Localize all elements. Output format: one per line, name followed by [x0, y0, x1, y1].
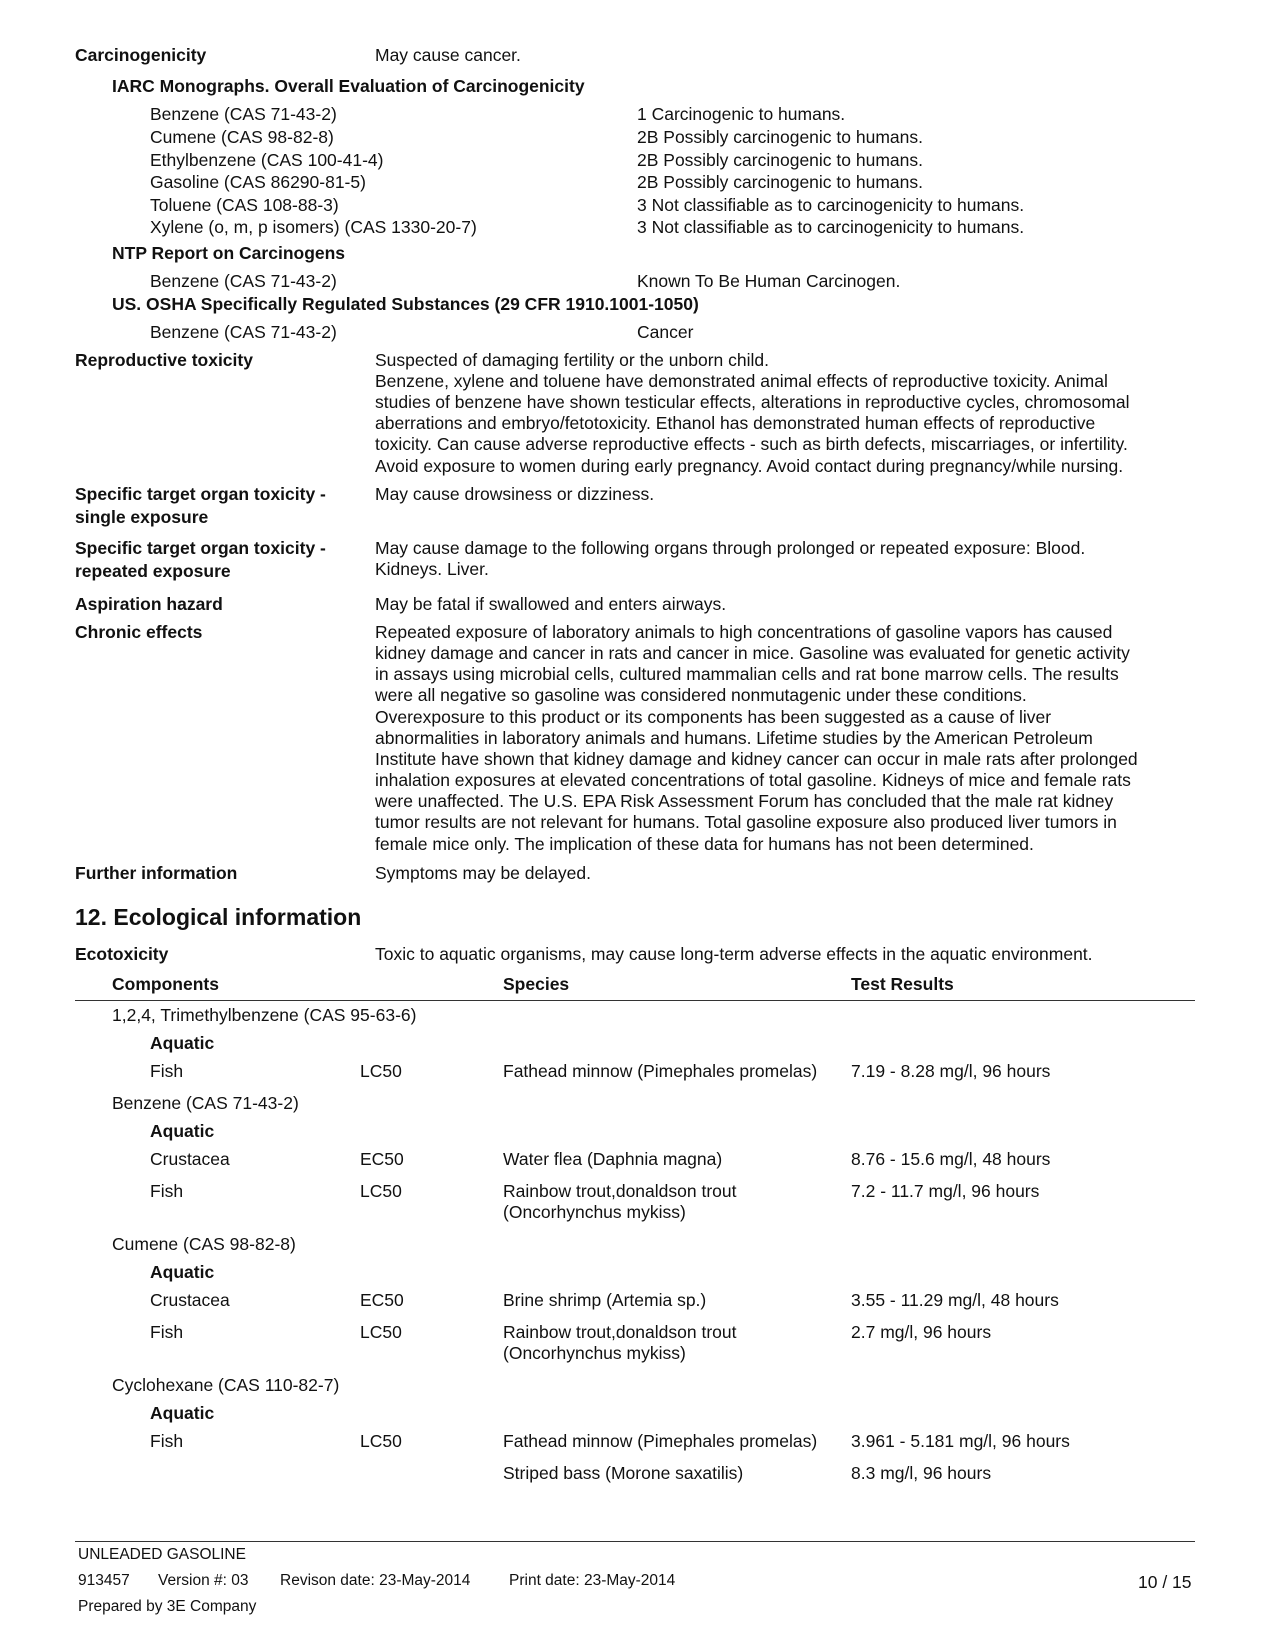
footer-version: Version #: 03	[158, 1572, 249, 1589]
col-header-results: Test Results	[851, 974, 954, 994]
table-cell-species: Water flea (Daphnia magna)	[503, 1149, 723, 1169]
table-cell-result: 7.19 - 8.28 mg/l, 96 hours	[851, 1061, 1051, 1081]
carcinogenicity-label: Carcinogenicity	[75, 45, 207, 65]
component-category: Aquatic	[150, 1403, 215, 1423]
stot-repeated-value-2: Kidneys. Liver.	[375, 559, 489, 579]
stot-repeated-value: May cause damage to the following organs through prolonged or repeated exposure: Blood.	[375, 538, 1086, 558]
component-category: Aquatic	[150, 1121, 215, 1141]
iarc-row-value: 2B Possibly carcinogenic to humans.	[637, 172, 923, 192]
stot-repeated-label: Specific target organ toxicity -	[75, 538, 326, 558]
table-cell-result: 7.2 - 11.7 mg/l, 96 hours	[851, 1181, 1040, 1201]
table-cell-result: 3.961 - 5.181 mg/l, 96 hours	[851, 1431, 1070, 1451]
table-cell-group: Fish	[150, 1181, 184, 1201]
table-cell-species-2: (Oncorhynchus mykiss)	[503, 1343, 686, 1363]
component-category: Aquatic	[150, 1033, 215, 1053]
osha-row-value: Cancer	[637, 322, 694, 342]
table-cell-test: EC50	[360, 1149, 404, 1169]
table-cell-group: Fish	[150, 1431, 184, 1451]
footer-doc-id: 913457	[78, 1572, 130, 1589]
iarc-row-name: Toluene (CAS 108-88-3)	[150, 195, 339, 215]
chronic-line: were all negative so gasoline was considered nonmutagenic under these conditions.	[375, 685, 1027, 705]
iarc-row-value: 3 Not classifiable as to carcinogenicity to humans.	[637, 217, 1025, 237]
table-cell-species-2: (Oncorhynchus mykiss)	[503, 1202, 686, 1222]
table-cell-group: Crustacea	[150, 1290, 230, 1310]
footer-product-name: UNLEADED GASOLINE	[78, 1546, 246, 1563]
component-category: Aquatic	[150, 1262, 215, 1282]
table-cell-species: Rainbow trout,donaldson trout	[503, 1181, 737, 1201]
chronic-line: Institute have shown that kidney damage and kidney cancer can occur in male rats after prolonged	[375, 749, 1138, 769]
ecotoxicity-label: Ecotoxicity	[75, 944, 169, 964]
table-cell-species: Rainbow trout,donaldson trout	[503, 1322, 737, 1342]
iarc-row-name: Benzene (CAS 71-43-2)	[150, 104, 337, 124]
stot-single-label: Specific target organ toxicity -	[75, 484, 326, 504]
component-name: Cumene (CAS 98-82-8)	[112, 1234, 296, 1254]
ntp-row-value: Known To Be Human Carcinogen.	[637, 271, 901, 291]
table-cell-test: EC50	[360, 1290, 404, 1310]
reproductive-line: studies of benzene have shown testicular effects, alterations in reproductive cycles, chromosomal	[375, 392, 1130, 412]
ntp-row-name: Benzene (CAS 71-43-2)	[150, 271, 337, 291]
reproductive-line: Benzene, xylene and toluene have demonstrated animal effects of reproductive toxicity. Animal	[375, 371, 1108, 391]
chronic-line: were unaffected. The U.S. EPA Risk Assessment Forum has concluded that the male rat kidney	[375, 791, 1114, 811]
col-header-components: Components	[112, 974, 219, 994]
ecotoxicity-value: Toxic to aquatic organisms, may cause long-term adverse effects in the aquatic environment.	[375, 944, 1093, 964]
reproductive-line: aberrations and embryo/fetotoxicity. Ethanol has demonstrated human effects of reproductive	[375, 413, 1096, 433]
chronic-line: Repeated exposure of laboratory animals to high concentrations of gasoline vapors has caused	[375, 622, 1113, 642]
table-cell-species: Fathead minnow (Pimephales promelas)	[503, 1431, 818, 1451]
footer-revision-date: Revison date: 23-May-2014	[280, 1572, 471, 1589]
iarc-row-name: Cumene (CAS 98-82-8)	[150, 127, 334, 147]
table-cell-result: 8.3 mg/l, 96 hours	[851, 1463, 992, 1483]
iarc-row-name: Ethylbenzene (CAS 100-41-4)	[150, 150, 384, 170]
reproductive-line: Suspected of damaging fertility or the unborn child.	[375, 350, 769, 370]
iarc-row-value: 3 Not classifiable as to carcinogenicity to humans.	[637, 195, 1025, 215]
table-cell-species: Fathead minnow (Pimephales promelas)	[503, 1061, 818, 1081]
stot-repeated-label-2: repeated exposure	[75, 561, 231, 581]
chronic-line: inhalation exposures at elevated concentrations of total gasoline. Kidneys of mice and female rats	[375, 770, 1131, 790]
chronic-line: tumor results are not relevant for humans. Total gasoline exposure also produced liver tumors in	[375, 812, 1117, 832]
iarc-row-name: Gasoline (CAS 86290-81-5)	[150, 172, 366, 192]
table-cell-group: Crustacea	[150, 1149, 230, 1169]
osha-heading: US. OSHA Specifically Regulated Substances (29 CFR 1910.1001-1050)	[112, 294, 699, 314]
chronic-line: Overexposure to this product or its components has been suggested as a cause of liver	[375, 707, 1052, 727]
table-cell-group: Fish	[150, 1322, 184, 1342]
table-cell-result: 2.7 mg/l, 96 hours	[851, 1322, 992, 1342]
table-cell-test: LC50	[360, 1061, 402, 1081]
table-header-rule	[75, 1000, 1195, 1001]
reproductive-label: Reproductive toxicity	[75, 350, 253, 370]
footer-prepared-by: Prepared by 3E Company	[78, 1598, 257, 1615]
component-name: Cyclohexane (CAS 110-82-7)	[112, 1375, 340, 1395]
col-header-species: Species	[503, 974, 570, 994]
aspiration-value: May be fatal if swallowed and enters airways.	[375, 594, 727, 614]
further-label: Further information	[75, 863, 238, 883]
table-cell-species: Brine shrimp (Artemia sp.)	[503, 1290, 707, 1310]
carcinogenicity-value: May cause cancer.	[375, 45, 521, 65]
table-cell-result: 3.55 - 11.29 mg/l, 48 hours	[851, 1290, 1059, 1310]
chronic-line: kidney damage and cancer in rats and cancer in mice. Gasoline was evaluated for genetic activity	[375, 643, 1130, 663]
footer-page-number: 10 / 15	[1138, 1572, 1192, 1592]
iarc-row-value: 2B Possibly carcinogenic to humans.	[637, 150, 923, 170]
chronic-line: in assays using microbial cells, cultured mammalian cells and rat bone marrow cells. The results	[375, 664, 1119, 684]
osha-row-name: Benzene (CAS 71-43-2)	[150, 322, 337, 342]
reproductive-line: Avoid exposure to women during early pregnancy. Avoid contact during pregnancy/while nursing.	[375, 456, 1124, 476]
table-cell-test: LC50	[360, 1181, 402, 1201]
footer-rule	[75, 1541, 1195, 1542]
component-name: Benzene (CAS 71-43-2)	[112, 1093, 299, 1113]
table-cell-result: 8.76 - 15.6 mg/l, 48 hours	[851, 1149, 1051, 1169]
iarc-row-value: 1 Carcinogenic to humans.	[637, 104, 846, 124]
iarc-row-value: 2B Possibly carcinogenic to humans.	[637, 127, 923, 147]
table-cell-species: Striped bass (Morone saxatilis)	[503, 1463, 744, 1483]
stot-single-label-2: single exposure	[75, 507, 209, 527]
footer-print-date: Print date: 23-May-2014	[509, 1572, 676, 1589]
iarc-heading: IARC Monographs. Overall Evaluation of Carcinogenicity	[112, 76, 585, 96]
iarc-row-name: Xylene (o, m, p isomers) (CAS 1330-20-7)	[150, 217, 477, 237]
chronic-line: female mice only. The implication of these data for humans has not been determined.	[375, 834, 1034, 854]
table-cell-group: Fish	[150, 1061, 184, 1081]
ntp-heading: NTP Report on Carcinogens	[112, 243, 346, 263]
further-value: Symptoms may be delayed.	[375, 863, 591, 883]
chronic-label: Chronic effects	[75, 622, 203, 642]
table-cell-test: LC50	[360, 1322, 402, 1342]
reproductive-line: toxicity. Can cause adverse reproductive effects - such as birth defects, miscarriages, or infertility.	[375, 434, 1128, 454]
chronic-line: abnormalities in laboratory animals and humans. Lifetime studies by the American Petroleum	[375, 728, 1093, 748]
aspiration-label: Aspiration hazard	[75, 594, 223, 614]
section-12-title: 12. Ecological information	[75, 904, 362, 930]
table-cell-test: LC50	[360, 1431, 402, 1451]
stot-single-value: May cause drowsiness or dizziness.	[375, 484, 655, 504]
component-name: 1,2,4, Trimethylbenzene (CAS 95-63-6)	[112, 1005, 417, 1025]
